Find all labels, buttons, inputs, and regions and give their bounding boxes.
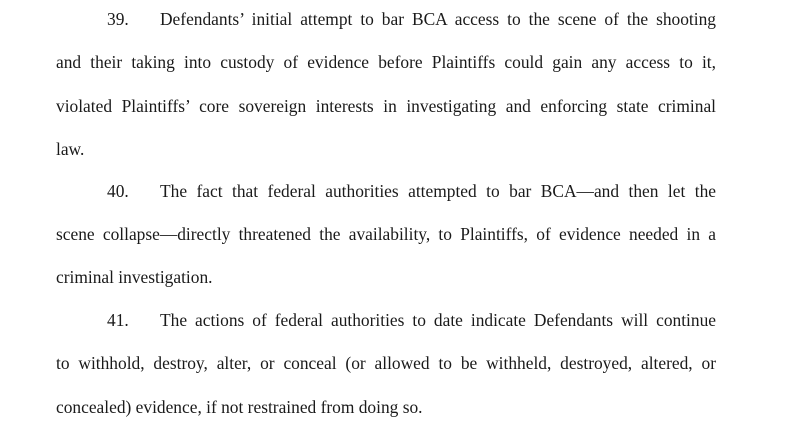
paragraph-40-line-1 [107, 180, 716, 202]
paragraph-39-line-3: violated Plaintiffs’ core sovereign interests in investigating and enforcing state criminal [56, 96, 716, 116]
paragraph-number: 39. [107, 9, 129, 29]
paragraph-text: The fact that federal authorities attempted to bar BCA—and then let the [160, 181, 716, 201]
paragraph-40-line-2: scene collapse—directly threatened the availability, to Plaintiffs, of evidence needed in a [56, 224, 716, 244]
paragraph-39-line-4: law. [56, 139, 85, 159]
paragraph-40-line-3: criminal investigation. [56, 267, 213, 287]
paragraph-number: 41. [107, 310, 129, 330]
paragraph-41-line-3: concealed) evidence, if not restrained from doing so. [56, 397, 423, 417]
paragraph-text: The actions of federal authorities to date indicate Defendants will continue [160, 310, 716, 330]
paragraph-41-line-2: to withhold, destroy, alter, or conceal (or allowed to be withheld, destroyed, altered, or [56, 353, 716, 373]
paragraph-text: Defendants’ initial attempt to bar BCA access to the scene of the shooting [160, 9, 716, 29]
paragraph-39-line-2: and their taking into custody of evidence before Plaintiffs could gain any access to it, [56, 52, 716, 72]
paragraph-39-line-1 [107, 8, 716, 30]
paragraph-41-line-1 [107, 309, 716, 331]
paragraph-number: 40. [107, 181, 129, 201]
